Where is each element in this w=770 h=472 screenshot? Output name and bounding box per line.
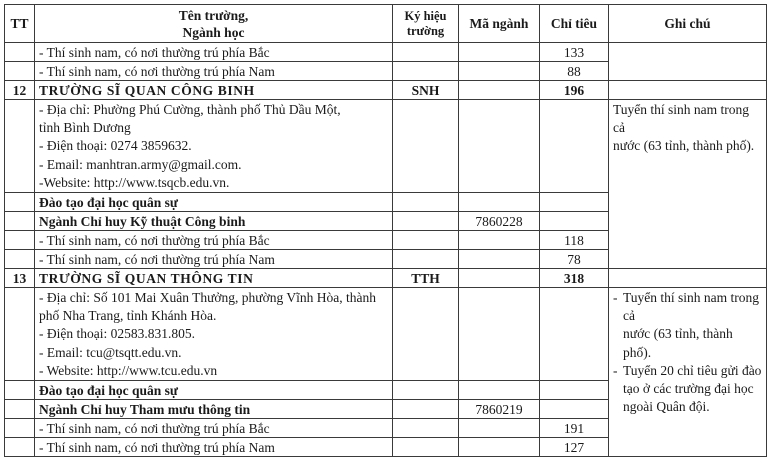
tt-cell [5, 438, 35, 457]
header-school-name-line2: Ngành học [182, 24, 245, 40]
header-tt: TT [5, 5, 35, 43]
tt-cell [5, 212, 35, 231]
school-code-cell [393, 43, 459, 62]
school-code-cell [393, 231, 459, 250]
school-contact-info [35, 288, 393, 381]
note-text [623, 362, 761, 417]
note-line: Tuyển 20 chỉ tiêu gửi đào [623, 362, 762, 378]
major-code: 7860228 [459, 212, 540, 231]
quota-cell: 127 [540, 438, 609, 457]
school-info-row [5, 100, 767, 193]
header-school-name [35, 5, 393, 43]
note-line: tạo ở các trường đại học [623, 381, 754, 397]
bullet-dash-icon: - [613, 362, 618, 378]
quota-cell [540, 400, 609, 419]
note-item [613, 362, 762, 417]
website-line: -Website: http://www.tsqcb.edu.vn. [39, 174, 230, 190]
tt-cell [5, 288, 35, 381]
major-code-cell [459, 381, 540, 400]
school-note [609, 100, 767, 269]
school-code-cell [393, 62, 459, 81]
major-code-cell [459, 419, 540, 438]
school-code-cell [393, 193, 459, 212]
quota-cell: 88 [540, 62, 609, 81]
school-code-cell [393, 381, 459, 400]
tt-cell [5, 231, 35, 250]
major-code: 7860219 [459, 400, 540, 419]
tt-cell [5, 43, 35, 62]
school-row [5, 81, 767, 100]
note-line: nước (63 tỉnh, thành phố). [623, 326, 733, 360]
major-code-cell [459, 43, 540, 62]
quota-cell [540, 381, 609, 400]
note-line: Tuyển thí sinh nam trong cả [623, 290, 760, 324]
school-number: 12 [5, 81, 35, 100]
phone-line: - Điện thoại: 02583.831.805. [39, 326, 195, 342]
address-line: - Địa chỉ: Số 101 Mai Xuân Thưởng, phường Vĩnh Hòa, thành [39, 290, 377, 306]
major-code-cell [459, 193, 540, 212]
group-label: - Thí sinh nam, có nơi thường trú phía Bắc [35, 43, 393, 62]
school-number: 13 [5, 269, 35, 288]
group-label: - Thí sinh nam, có nơi thường trú phía Nam [35, 62, 393, 81]
website-line: - Website: http://www.tcu.edu.vn [39, 362, 218, 378]
major-code-cell [459, 62, 540, 81]
table-row [5, 43, 767, 62]
header-school-code-line1: Ký hiệu [404, 8, 447, 23]
school-code: TTH [393, 269, 459, 288]
school-code-cell [393, 400, 459, 419]
training-label: Đào tạo đại học quân sự [35, 193, 393, 212]
group-label: - Thí sinh nam, có nơi thường trú phía Bắc [35, 231, 393, 250]
address-line: - Địa chỉ: Phường Phú Cường, thành phố Thủ Dầu Một, [39, 102, 341, 117]
address-line: tỉnh Bình Dương [39, 120, 131, 136]
group-label: - Thí sinh nam, có nơi thường trú phía Nam [35, 250, 393, 269]
bullet-dash-icon: - [613, 290, 618, 306]
school-info-row [5, 288, 767, 381]
note-list [613, 289, 762, 416]
quota-cell: 78 [540, 250, 609, 269]
address-line: phố Nha Trang, tỉnh Khánh Hòa. [39, 308, 217, 324]
quota-cell: 191 [540, 419, 609, 438]
tt-cell [5, 400, 35, 419]
training-label: Đào tạo đại học quân sự [35, 381, 393, 400]
quota-cell [540, 100, 609, 193]
header-quota: Chỉ tiêu [540, 5, 609, 43]
school-note [609, 288, 767, 457]
tt-cell [5, 419, 35, 438]
group-label: - Thí sinh nam, có nơi thường trú phía Bắc [35, 419, 393, 438]
school-name: TRƯỜNG SĨ QUAN CÔNG BINH [35, 81, 393, 100]
quota-cell: 133 [540, 43, 609, 62]
school-contact-info [35, 100, 393, 193]
school-quota: 196 [540, 81, 609, 100]
quota-cell: 118 [540, 231, 609, 250]
major-code-cell [459, 438, 540, 457]
major-code-cell [459, 231, 540, 250]
school-quota: 318 [540, 269, 609, 288]
quota-cell [540, 193, 609, 212]
quota-cell [540, 212, 609, 231]
school-code-cell [393, 100, 459, 193]
major-name: Ngành Chỉ huy Kỹ thuật Công binh [35, 212, 393, 231]
header-school-code-line2: trường [406, 23, 445, 38]
major-code-cell [459, 81, 540, 100]
school-name: TRƯỜNG SĨ QUAN THÔNG TIN [35, 269, 393, 288]
note-cell [609, 269, 767, 288]
note-line: Tuyển thí sinh nam trong cả [613, 102, 750, 136]
header-note: Ghi chú [609, 5, 767, 43]
school-code-cell [393, 438, 459, 457]
school-row [5, 269, 767, 288]
major-code-cell [459, 269, 540, 288]
major-code-cell [459, 100, 540, 193]
school-code-cell [393, 419, 459, 438]
quota-cell [540, 288, 609, 381]
group-label: - Thí sinh nam, có nơi thường trú phía Nam [35, 438, 393, 457]
major-code-cell [459, 250, 540, 269]
phone-line: - Điện thoại: 0274 3859632. [39, 138, 192, 154]
note-cell [609, 43, 767, 81]
email-line: - Email: manhtran.army@gmail.com. [39, 156, 242, 172]
tt-cell [5, 250, 35, 269]
major-name: Ngành Chỉ huy Tham mưu thông tin [35, 400, 393, 419]
tt-cell [5, 62, 35, 81]
tt-cell [5, 381, 35, 400]
header-major-code: Mã ngành [459, 5, 540, 43]
email-line: - Email: tcu@tsqtt.edu.vn. [39, 344, 182, 360]
school-code-cell [393, 250, 459, 269]
header-school-code [393, 5, 459, 43]
note-text [623, 289, 762, 362]
admissions-table [4, 4, 767, 457]
major-code-cell [459, 288, 540, 381]
school-code-cell [393, 212, 459, 231]
tt-cell [5, 193, 35, 212]
tt-cell [5, 100, 35, 193]
school-code-cell [393, 288, 459, 381]
note-line: ngoài Quân đội. [623, 399, 710, 415]
note-item [613, 289, 762, 362]
header-row [5, 5, 767, 43]
note-cell [609, 81, 767, 100]
note-line: nước (63 tỉnh, thành phố). [613, 138, 755, 154]
header-school-name-line1: Tên trường, [178, 7, 249, 23]
school-code: SNH [393, 81, 459, 100]
